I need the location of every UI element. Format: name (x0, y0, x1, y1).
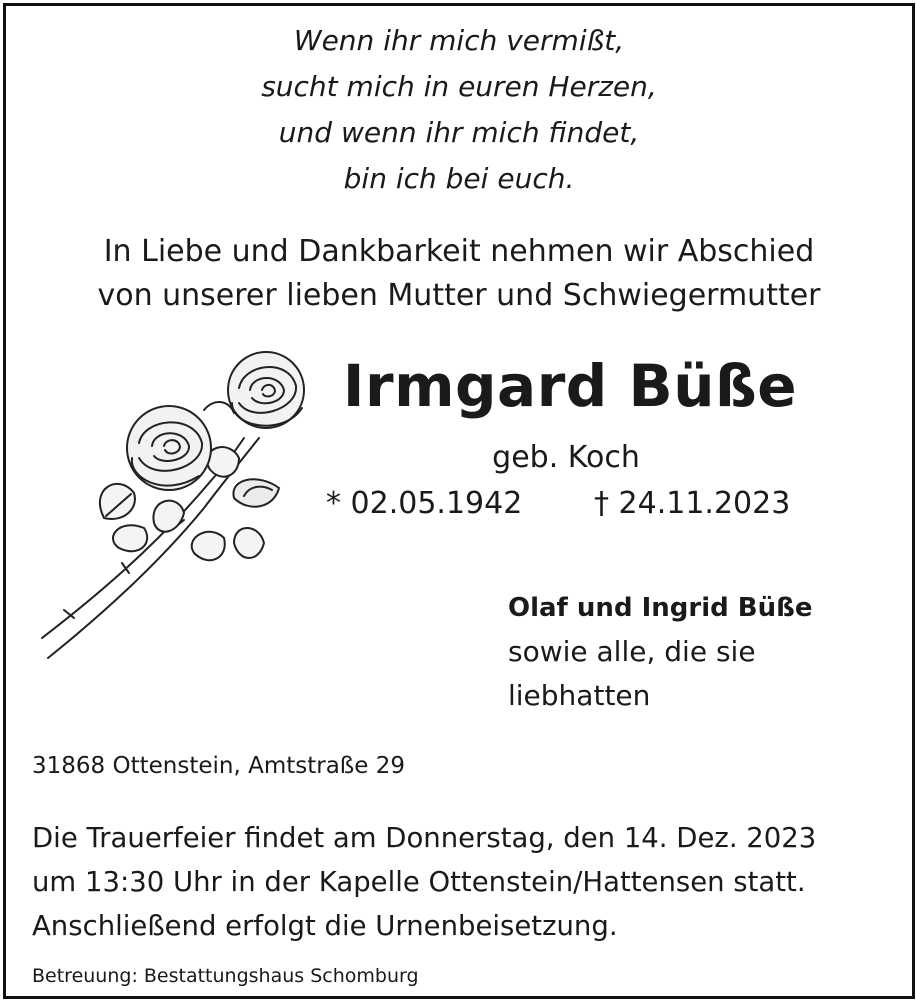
mourner-names: Olaf und Ingrid Büße (508, 593, 813, 623)
ceremony-line: Die Trauerfeier findet am Donnerstag, den 14. Dez. 2023 (32, 822, 817, 854)
obituary-notice (3, 3, 915, 999)
address: 31868 Ottenstein, Amtstraße 29 (32, 753, 406, 779)
poem-line: sucht mich in euren Herzen, (261, 70, 657, 103)
mourners (508, 586, 888, 718)
intro-line: von unserer lieben Mutter und Schwiegermutter (97, 278, 821, 313)
death-date: † 24.11.2023 (594, 486, 791, 521)
ceremony-line: Anschließend erfolgt die Urnenbeisetzung. (32, 910, 618, 942)
funeral-home-credit: Betreuung: Bestattungshaus Schomburg (32, 965, 419, 987)
deceased-name: Irmgard Büße (342, 352, 798, 420)
birth-date: * 02.05.1942 (326, 486, 523, 521)
intro-text (6, 230, 912, 318)
intro-line: In Liebe und Dankbarkeit nehmen wir Abschied (103, 234, 815, 269)
mourner-line: sowie alle, die sie (508, 635, 756, 668)
ceremony-line: um 13:30 Uhr in der Kapelle Ottenstein/Hattensen statt. (32, 866, 806, 898)
rose-illustration-icon (34, 348, 324, 678)
poem-line: und wenn ihr mich findet, (278, 116, 640, 149)
poem-line: bin ich bei euch. (343, 162, 575, 195)
ceremony-info (32, 816, 892, 948)
poem-line: Wenn ihr mich vermißt, (293, 24, 625, 57)
maiden-name: geb. Koch (492, 440, 640, 475)
poem (6, 18, 912, 202)
mourner-line: liebhatten (508, 679, 651, 712)
